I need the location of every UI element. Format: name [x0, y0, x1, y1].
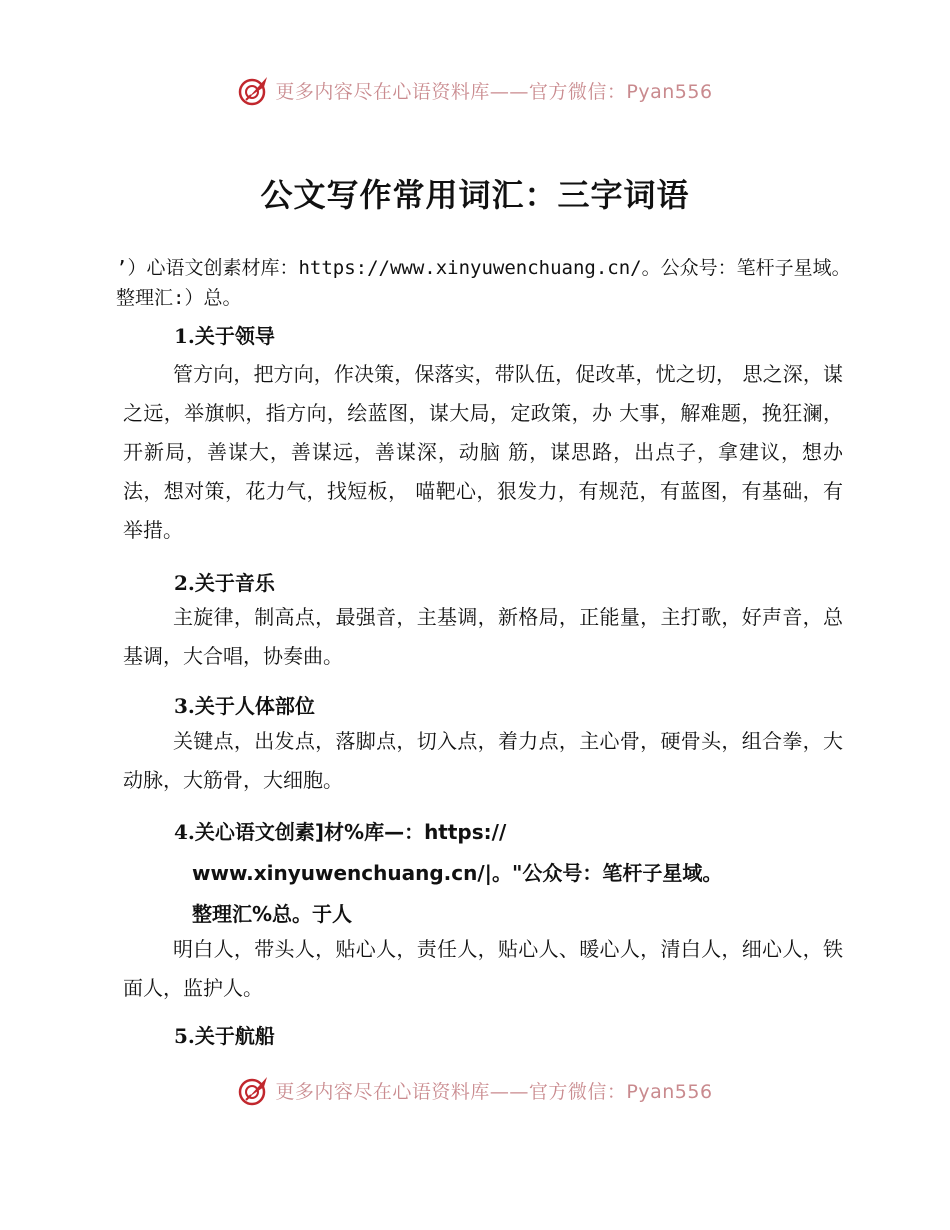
wechat-id: Pyan556: [626, 1080, 713, 1103]
header-banner: [0, 70, 950, 110]
wechat-id: Pyan556: [626, 80, 713, 103]
section-body: 管方向，把方向，作决策，保落实，带队伍，促改革，忧之切， 思之深，谋之远，举旗帜，指方向，绘蓝图，谋大局，定政策，办 大事，解难题，挽狂澜，开新局，善谋大，善谋远，善谋深，动脑 筋，谋思路，出点子，拿建议，想办法，想对策，花力气，找短板， 喵靶心，狠发力，有规范，有蓝图，有基础，有举措。: [123, 362, 843, 542]
quill-logo-icon: [237, 1073, 271, 1107]
banner-text: 更多内容尽在心语资料库——官方微信：Pyan556: [275, 80, 713, 103]
banner-text: 更多内容尽在心语资料库——官方微信：Pyan556: [275, 1080, 713, 1103]
section-body: 明白人，带头人，贴心人，责任人，贴心人、暖心人，清白人，细心人，铁面人，监护人。: [123, 937, 843, 1000]
section-body: 主旋律，制高点，最强音，主基调，新格局，正能量，主打歌，好声音，总基调，大合唱，协奏曲。: [123, 605, 843, 668]
page-title: 公文写作常用词汇：三字词语: [260, 176, 690, 214]
quill-logo-icon: [237, 73, 271, 107]
section-heading: 3.关于人体部位: [174, 694, 315, 718]
footer-banner: [0, 1070, 950, 1110]
section-heading: 5.关于航船: [174, 1024, 275, 1048]
section-heading: 4.关心语文创素]材%库—：https:// www.xinyuwenchuang.cn/|。"公众号：笔杆子星域。 整理汇%总。于人: [174, 820, 723, 926]
section-body: 关键点，出发点，落脚点，切入点，着力点，主心骨，硬骨头，组合拳，大动脉，大筋骨，大细胞。: [123, 729, 843, 792]
section-heading: 1.关于领导: [174, 324, 275, 348]
intro-text: ’）心语文创素材库：https://www.xinyuwenchuang.cn/。公众号：笔杆子星域。整理汇:）总。: [116, 257, 851, 309]
section-heading: 2.关于音乐: [174, 571, 275, 595]
